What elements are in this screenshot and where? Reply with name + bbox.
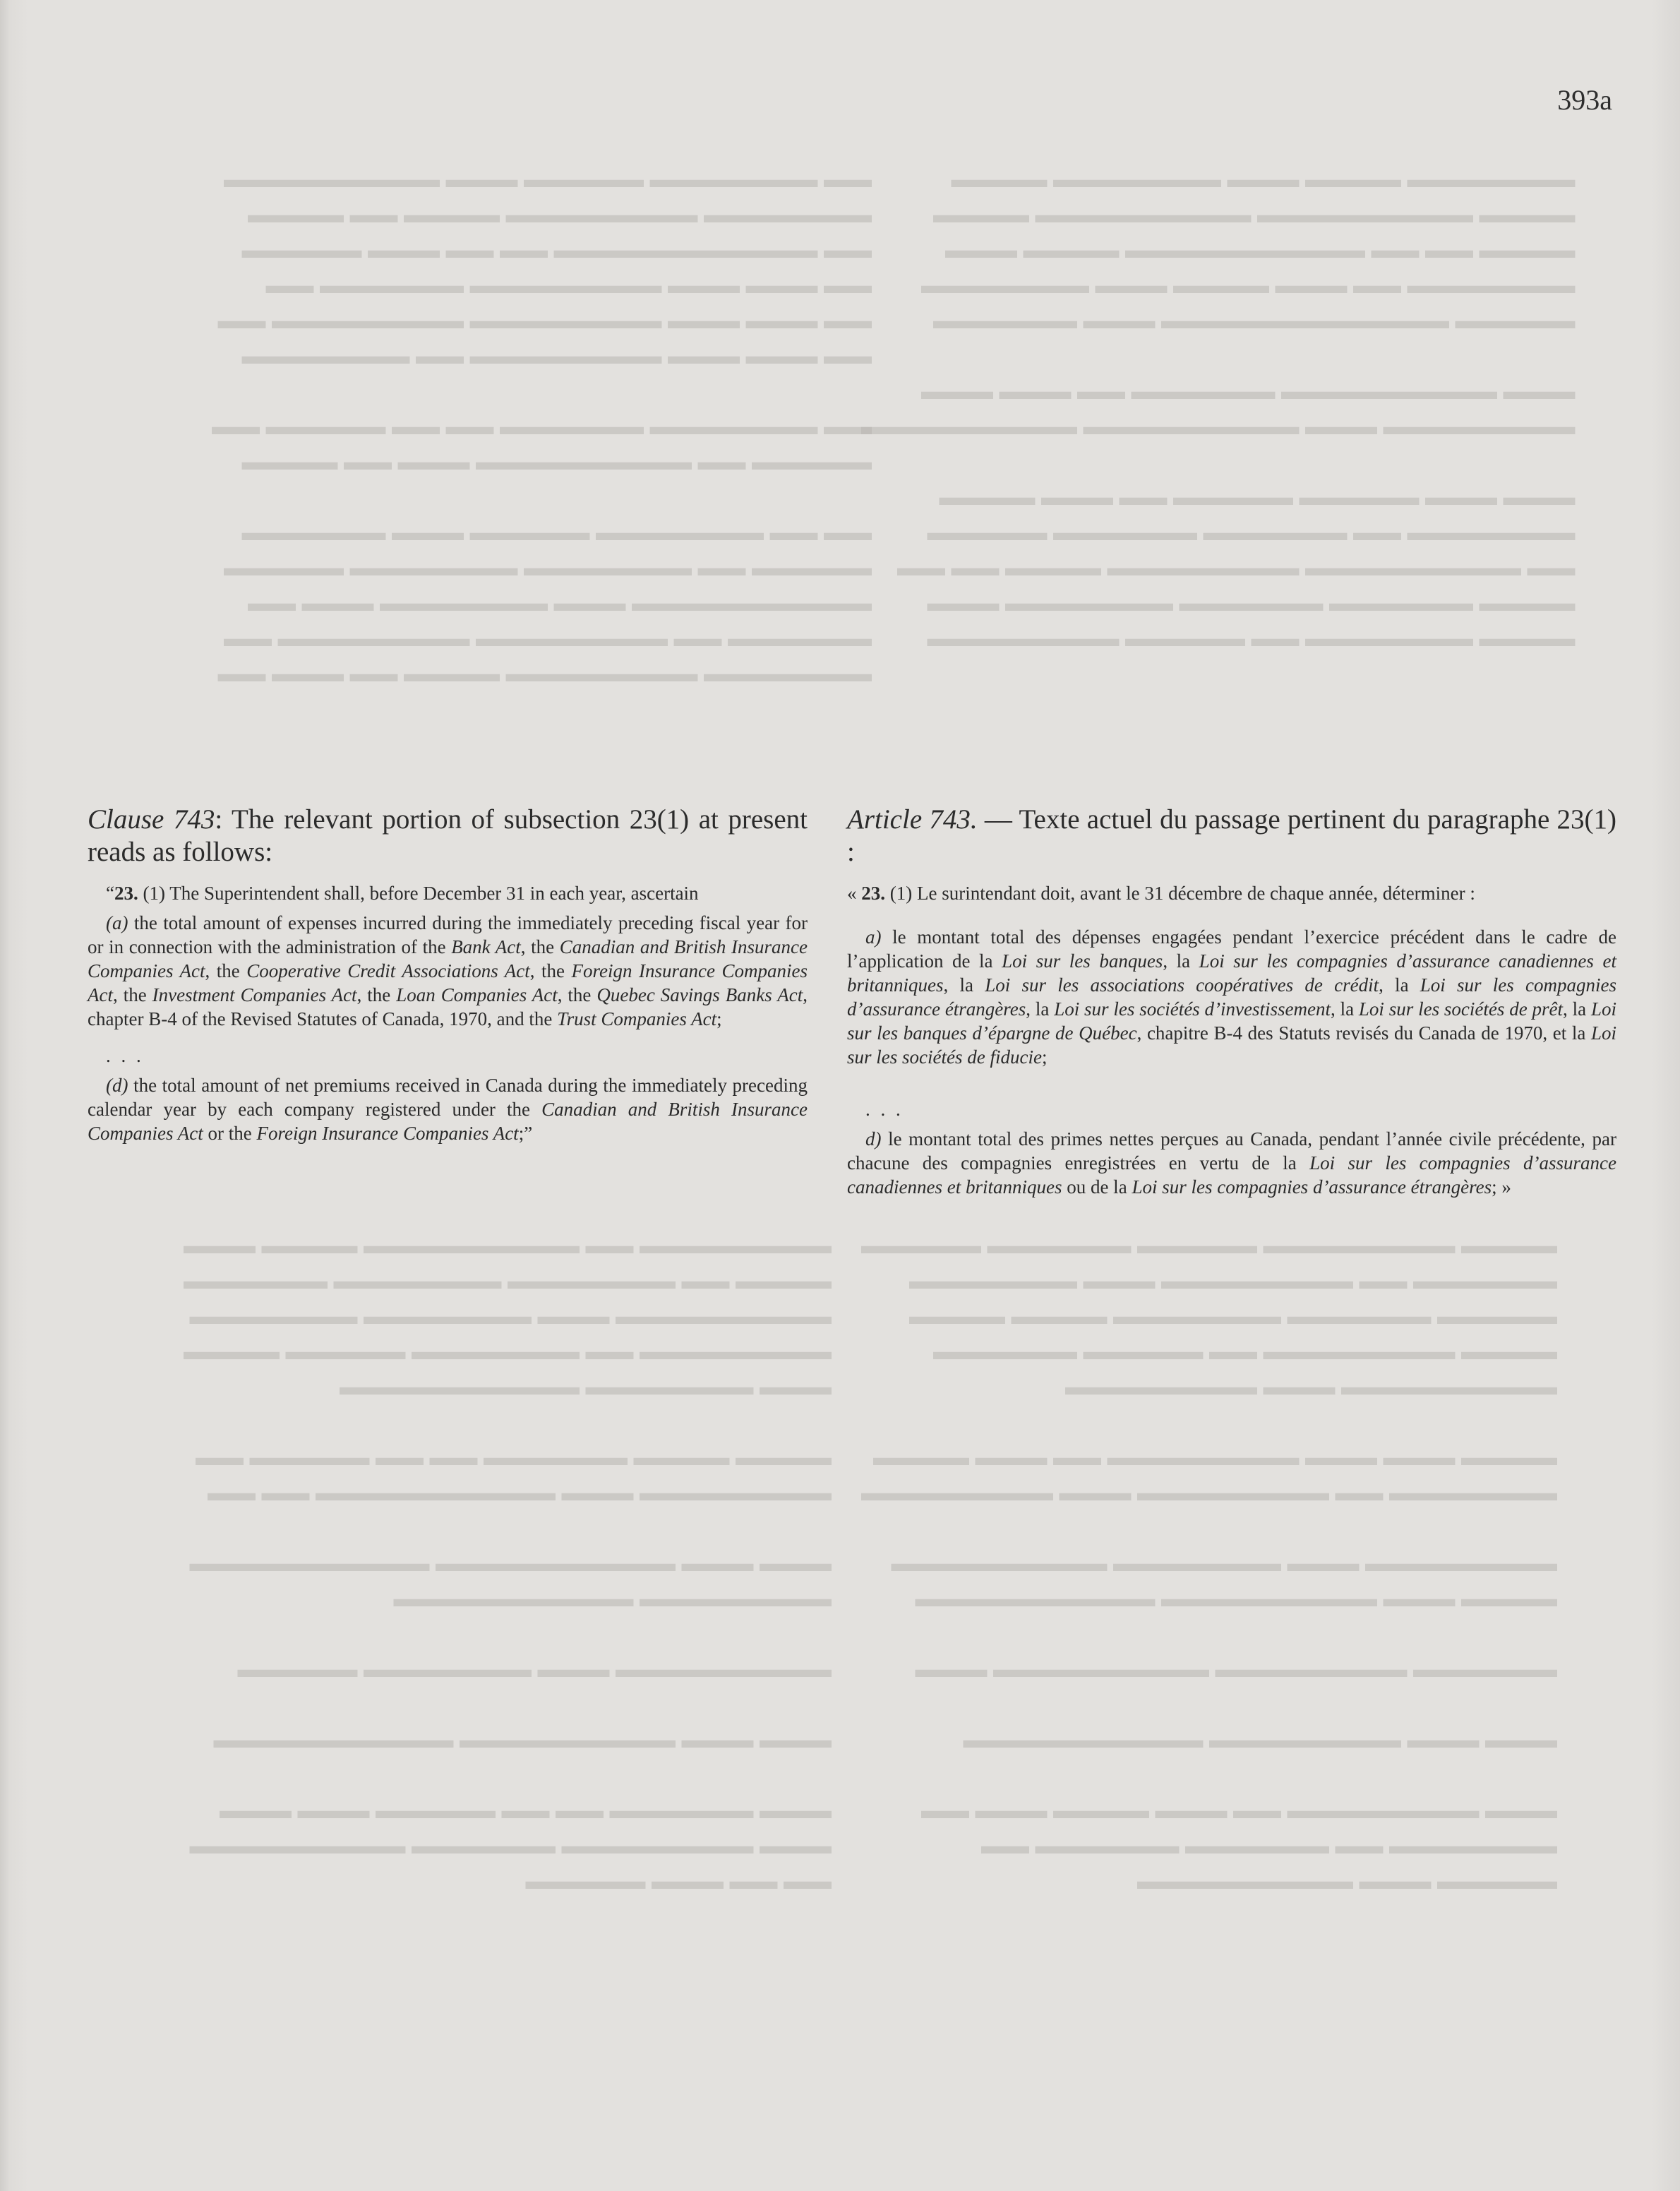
paragraph-text: , the <box>112 984 152 1005</box>
paragraph-text: or the <box>203 1123 257 1144</box>
act-title: Loi sur les sociétés d’investissement <box>1054 998 1331 1020</box>
clause-reference: Clause 743 <box>88 804 215 835</box>
section-number: 23. <box>114 883 138 904</box>
clause-heading-text: : The relevant portion of subsection 23(1) at present reads as follows: <box>88 804 808 867</box>
page-number: 393a <box>1557 84 1612 116</box>
act-title: Loi sur les sociétés de prêt <box>1358 998 1564 1020</box>
act-title: Loi sur les compagnies d’assurance étrangères <box>1132 1176 1492 1198</box>
english-column <box>88 804 808 1145</box>
paragraph-a <box>88 911 808 1031</box>
paragraph-text: ; » <box>1492 1176 1511 1198</box>
paragraph-text: le montant total des primes nettes perçues au Canada, pendant l’année civile précédente, par chacune des compagnies enregistrées en vertu de la <box>847 1128 1616 1174</box>
paragraph-text: ; <box>716 1008 722 1029</box>
act-title: Loi sur les associations coopératives de crédit <box>985 974 1379 996</box>
paragraph-text: , the <box>529 960 572 981</box>
paragraph-text: , chapitre B-4 des Statuts revisés du Canada de 1970, et la <box>1136 1022 1591 1044</box>
paragraph-marker: (d) <box>106 1075 128 1096</box>
paragraph-text: ou de la <box>1062 1176 1132 1198</box>
section-intro-text: (1) Le surintendant doit, avant le 31 décembre de chaque année, déterminer : <box>885 883 1475 904</box>
act-title: Canadian and British Insurance Companies Act <box>88 936 808 981</box>
paragraph-marker: (a) <box>106 912 128 933</box>
paragraph-text: , la <box>943 974 985 996</box>
paragraph-text: le montant total des dépenses engagées pendant l’exercice précédent dans le cadre de l’application de la <box>847 926 1616 972</box>
paragraph-text: , chapter B-4 of the Revised Statutes of Canada, 1970, and the <box>88 984 808 1029</box>
paragraph-text: , the <box>557 984 597 1005</box>
act-title: Quebec Savings Banks Act <box>596 984 803 1005</box>
bleed-through-texture: ▬▬▬▬▬▬▬▬ ▬▬ ▬▬▬▬▬▬▬▬▬ ▬▬▬▬ ▬▬▬ ▬▬▬▬ ▬▬ ▬▬▬▬▬▬▬ ▬▬▬▬▬▬▬ ▬▬▬▬▬▬ ▬▬▬▬▬▬▬▬▬ ▬▬▬ ▬▬▬▬▬▬▬ ▬▬▬▬▬▬▬ ▬▬▬▬▬▬▬▬ ▬▬ ▬▬▬▬▬▬▬ ▬▬▬▬▬ ▬▬▬▬ ▬▬▬ ▬▬▬▬▬▬▬ ▬▬▬▬▬▬▬▬▬▬ ▬▬▬▬ ▬▬▬▬ ▬▬▬▬▬▬ ▬▬ ▬▬ ▬▬▬▬▬ ▬▬ ▬▬▬▬▬▬▬▬ ▬▬▬ ▬▬▬▬▬▬▬▬▬▬ ▬▬ ▬▬ ▬▬▬ ▬▬▬ ▬▬▬▬▬▬▬▬▬▬ ▬▬▬▬▬▬▬▬▬▬ ▬▬▬▬▬▬▬▬ ▬▬▬▬▬▬▬▬▬▬ ▬▬▬▬▬▬▬▬▬ ▬▬▬ ▬▬▬▬▬▬▬ ▬▬▬▬▬ ▬▬▬ ▬▬▬ ▬▬▬▬▬▬▬▬▬ ▬▬▬▬▬▬▬▬▬▬ ▬▬▬ ▬▬▬▬▬▬ ▬▬ ▬▬ ▬▬▬▬▬ ▬▬▬ ▬▬▬ ▬▬▬ ▬▬▬▬▬▬▬▬ ▬▬▬▬▬▬ ▬▬▬▬▬▬▬▬▬ ▬▬ ▬▬ ▬▬▬ ▬▬▬▬▬ <box>184 1233 832 1894</box>
act-title: Trust Companies Act <box>557 1008 717 1029</box>
paragraph-text: the total amount of expenses incurred during the immediately preceding fiscal year for or in connection with the administration of the <box>88 912 808 957</box>
act-title: Loi sur les banques <box>1002 950 1163 972</box>
paragraph-d <box>88 1073 808 1145</box>
paragraph-text: , the <box>205 960 247 981</box>
paragraph-text: , la <box>1330 998 1359 1020</box>
ellipsis: . . . <box>106 1045 144 1066</box>
section-number: 23. <box>861 883 885 904</box>
ellipsis: . . . <box>865 1099 904 1120</box>
paragraph-marker: d) <box>865 1128 882 1150</box>
paragraph-text: , la <box>1026 998 1055 1020</box>
act-title: Investment Companies Act <box>152 984 357 1005</box>
article-heading <box>847 804 1616 868</box>
act-title: Loan Companies Act <box>396 984 558 1005</box>
french-column <box>847 804 1616 1199</box>
act-title: Foreign Insurance Companies Act <box>256 1123 519 1144</box>
quote-mark: “ <box>106 883 114 904</box>
act-title: Foreign Insurance Companies Act <box>88 960 808 1005</box>
act-title: Canadian and British Insurance Companies Act <box>88 1099 808 1144</box>
article-reference: Article 743. <box>847 804 978 835</box>
paragraph-marker: a) <box>865 926 882 948</box>
paragraph-text: , la <box>1163 950 1199 972</box>
paragraph-text: , the <box>520 936 560 957</box>
bleed-through-texture: ▬▬▬▬▬▬▬ ▬▬▬▬ ▬▬▬ ▬▬▬▬▬▬▬ ▬▬▬▬ ▬▬▬▬ ▬▬▬▬▬▬▬▬▬ ▬▬▬▬▬▬▬▬▬ ▬▬▬▬ ▬▬▬▬ ▬▬ ▬▬ ▬▬▬▬▬▬▬▬▬▬ ▬▬▬▬ ▬▬▬ ▬▬▬▬▬▬▬ ▬▬ ▬▬▬ ▬▬▬▬ ▬▬▬ ▬▬▬▬▬▬▬ ▬▬▬▬▬ ▬▬▬▬▬▬▬▬▬▬▬▬ ▬▬▬ ▬▬▬▬▬▬ ▬▬▬ ▬▬▬▬▬▬▬▬▬ ▬▬▬▬▬▬ ▬▬ ▬▬▬ ▬▬▬ ▬▬▬▬▬▬▬▬ ▬▬▬ ▬▬▬▬▬▬▬▬▬ ▬▬▬▬▬▬▬▬▬ ▬▬▬ ▬▬▬ ▬▬▬▬▬ ▬▬▬▬▬ ▬▬ ▬▬▬ ▬▬▬▬ ▬▬▬▬▬▬▬ ▬▬ ▬▬▬▬▬▬ ▬▬▬▬▬▬ ▬▬▬▬▬ ▬▬ ▬▬▬▬▬▬▬▬▬ ▬▬▬▬▬▬▬▬ ▬▬▬▬ ▬▬ ▬▬ ▬▬▬▬ ▬▬▬▬▬▬ ▬▬▬▬▬▬ ▬▬▬▬▬▬▬ ▬▬▬ ▬▬▬▬ ▬▬▬▬▬▬▬ ▬▬ ▬▬▬▬▬ ▬▬▬▬▬▬▬▬ <box>861 167 1576 652</box>
paragraph-d <box>847 1127 1616 1199</box>
quote-mark: « <box>847 883 862 904</box>
act-title: Cooperative Credit Associations Act <box>246 960 530 981</box>
paragraph-text: , the <box>356 984 397 1005</box>
article-heading-text: — Texte actuel du passage pertinent du paragraphe 23(1) : <box>847 804 1616 867</box>
paragraph-text: ;” <box>518 1123 533 1144</box>
bleed-through-texture: ▬▬▬▬ ▬▬▬▬▬▬▬▬ ▬▬▬▬▬ ▬▬▬▬▬▬ ▬▬▬▬▬ ▬▬▬▬▬▬ ▬▬ ▬▬▬▬▬▬▬▬ ▬▬▬ ▬▬▬▬▬▬▬ ▬▬▬▬▬ ▬▬▬▬▬▬ ▬▬▬▬▬▬▬ ▬▬▬▬ ▬▬▬▬ ▬▬▬▬ ▬▬▬▬▬▬▬▬ ▬▬ ▬▬▬▬▬ ▬▬▬▬▬▬ ▬▬▬▬▬▬▬▬▬ ▬▬▬ ▬▬▬▬▬▬▬▬ ▬▬▬▬ ▬▬▬ ▬▬▬ ▬▬▬▬▬▬▬▬ ▬▬ ▬▬▬ ▬▬▬▬ ▬▬▬▬▬▬▬ ▬▬ ▬▬▬▬▬▬▬▬ ▬▬▬ ▬▬▬▬▬▬▬▬ ▬▬▬▬▬▬▬▬ ▬▬▬ ▬▬▬▬▬▬▬ ▬▬▬▬▬▬▬▬▬ ▬▬▬▬ ▬▬▬ ▬▬▬▬▬▬▬▬▬ ▬▬▬▬▬▬▬▬▬▬ ▬▬▬▬▬▬ ▬▬▬▬▬▬▬▬ ▬▬▬▬▬▬▬▬▬ ▬▬▬ ▬▬▬ ▬▬▬ ▬▬▬▬▬▬▬▬ ▬▬▬▬▬▬▬▬▬▬ ▬▬▬ ▬▬▬▬▬▬▬▬ ▬▬ ▬▬▬ ▬▬▬▬ ▬▬▬ ▬▬ ▬▬▬▬▬▬▬ ▬▬ ▬▬▬▬▬▬ ▬▬▬▬▬▬ ▬▬ ▬▬▬▬▬ ▬▬▬ ▬▬▬▬▬▬▬▬▬ <box>861 1233 1557 1894</box>
clause-heading <box>88 804 808 868</box>
act-title: Bank Act <box>451 936 521 957</box>
paragraph-a <box>847 925 1616 1069</box>
act-title: Loi sur les compagnies d’assurance étrangères <box>847 974 1616 1020</box>
paragraph-text: , la <box>1563 998 1591 1020</box>
section-intro <box>88 881 808 905</box>
act-title: Loi sur les compagnies d’assurance canadiennes et britanniques <box>847 1152 1616 1198</box>
section-intro <box>847 881 1616 905</box>
act-title: Loi sur les sociétés de fiducie <box>847 1022 1616 1068</box>
paragraph-text: the total amount of net premiums received in Canada during the immediately preceding calendar year by each company registered under the <box>88 1075 808 1120</box>
bleed-through-texture: ▬▬ ▬▬▬▬▬▬▬ ▬▬▬▬▬ ▬▬▬ ▬▬▬▬▬▬▬▬▬ ▬▬▬▬▬▬▬ ▬▬▬▬▬▬▬▬ ▬▬▬▬ ▬▬ ▬▬▬▬ ▬▬ ▬▬▬▬▬▬▬▬▬▬▬ ▬▬ ▬▬ ▬▬▬ ▬▬▬▬▬ ▬▬ ▬▬▬ ▬▬▬ ▬▬▬▬▬▬▬▬ ▬▬▬▬▬▬ ▬▬ ▬▬ ▬▬▬ ▬▬▬ ▬▬▬▬▬▬▬▬ ▬▬▬▬▬▬▬▬ ▬▬ ▬▬ ▬▬▬ ▬▬▬ ▬▬▬▬▬▬▬▬ ▬▬ ▬▬▬▬▬▬▬ ▬▬ ▬▬▬▬▬▬▬ ▬▬▬▬▬▬ ▬▬ ▬▬ ▬▬▬▬▬ ▬▬ ▬▬▬▬▬ ▬▬ ▬▬▬▬▬▬▬▬▬ ▬▬▬ ▬▬ ▬▬▬▬ ▬▬ ▬▬ ▬▬▬▬▬▬▬ ▬▬▬▬▬ ▬▬▬ ▬▬▬▬▬▬ ▬▬▬▬▬ ▬▬ ▬▬▬▬▬▬▬ ▬▬▬▬▬▬▬ ▬▬▬▬▬ ▬▬▬▬▬▬▬▬▬▬ ▬▬▬ ▬▬▬▬▬▬▬ ▬▬▬ ▬▬ ▬▬▬▬▬▬ ▬▬ ▬▬▬▬▬▬▬▬ ▬▬▬▬▬▬▬▬ ▬▬ ▬▬▬▬▬▬▬ ▬▬▬▬▬▬▬▬ ▬▬▬▬ ▬▬ ▬▬▬ ▬▬ <box>212 167 872 687</box>
paragraph-text: , la <box>1379 974 1420 996</box>
act-title: Loi sur les compagnies d’assurance canadiennes et britanniques <box>847 950 1616 996</box>
section-intro-text: (1) The Superintendent shall, before December 31 in each year, ascertain <box>138 883 699 904</box>
act-title: Loi sur les banques d’épargne de Québec <box>847 998 1616 1044</box>
paragraph-text: ; <box>1041 1046 1048 1068</box>
